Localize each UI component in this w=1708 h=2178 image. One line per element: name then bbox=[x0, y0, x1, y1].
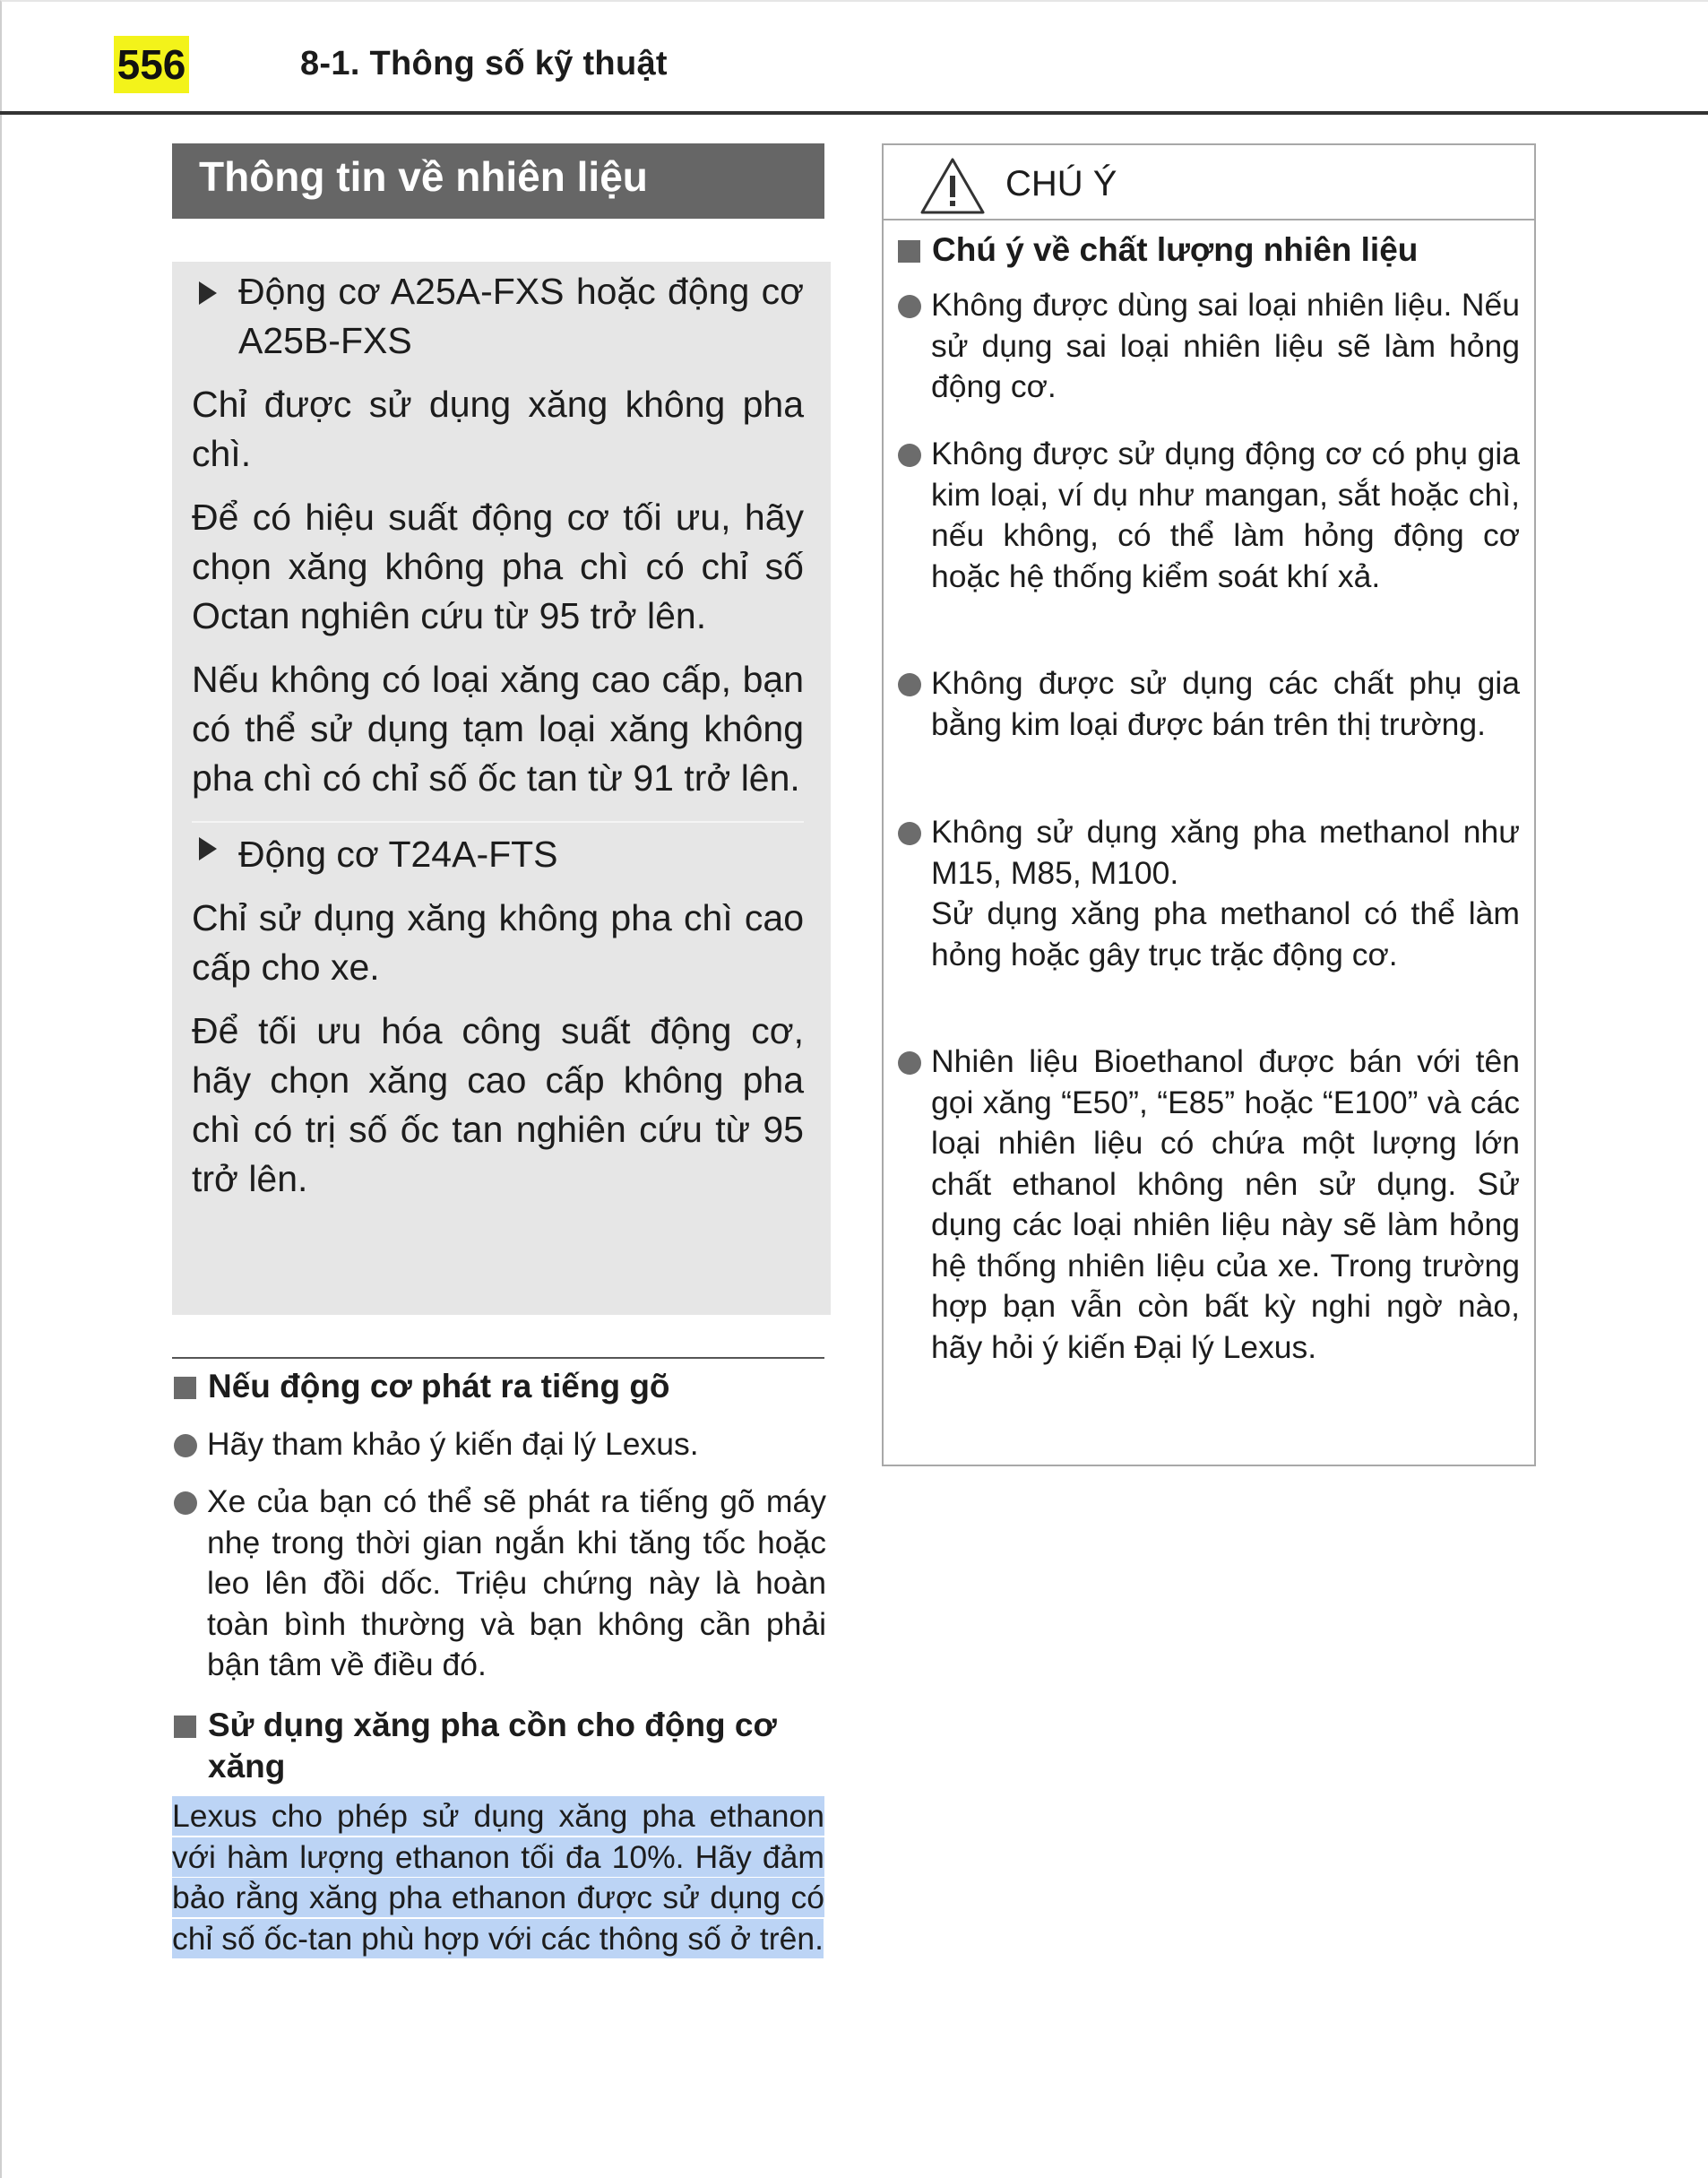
paragraph: Để có hiệu suất động cơ tối ưu, hãy chọn xăng không pha chì có chỉ số Octan nghiên cứu từ 95 trở lên. bbox=[192, 497, 804, 636]
section-title: Thông tin về nhiên liệu bbox=[172, 143, 824, 219]
engine-heading-a25 bbox=[192, 267, 804, 366]
page-header bbox=[0, 0, 1708, 115]
engine-heading-text: Động cơ T24A-FTS bbox=[238, 834, 558, 875]
circle-bullet-icon bbox=[898, 673, 921, 696]
chapter-title: 8-1. Thông số kỹ thuật bbox=[300, 45, 668, 82]
paragraph: Chỉ được sử dụng xăng không pha chì. bbox=[192, 384, 804, 474]
list-item bbox=[896, 1041, 1520, 1368]
list-item-text: Xe của bạn có thể sẽ phát ra tiếng gõ máy nhẹ trong thời gian ngắn khi tăng tốc hoặc leo lên đồi dốc. Triệu chứng này là hoàn toàn bình thường và bạn không cần phải bận tâm về điều đó. bbox=[207, 1483, 826, 1682]
fuel-spec-box bbox=[172, 262, 831, 1315]
list-item-text: Không được sử dụng các chất phụ gia bằng kim loại được bán trên thị trường. bbox=[931, 665, 1520, 742]
triangle-bullet-icon bbox=[199, 837, 217, 860]
heading-text: Chú ý về chất lượng nhiên liệu bbox=[932, 231, 1419, 268]
circle-bullet-icon bbox=[898, 444, 921, 467]
knock-heading bbox=[172, 1366, 831, 1407]
list-item-text: Không được dùng sai loại nhiên liệu. Nếu sử dụng sai loại nhiên liệu sẽ làm hỏng động cơ. bbox=[931, 287, 1520, 404]
section-divider bbox=[172, 1357, 824, 1359]
circle-bullet-icon bbox=[174, 1434, 197, 1457]
caution-header bbox=[884, 145, 1534, 220]
list-item bbox=[172, 1482, 826, 1686]
circle-bullet-icon bbox=[898, 822, 921, 845]
paragraph: Nếu không có loại xăng cao cấp, bạn có thể sử dụng tạm loại xăng không pha chì có chỉ số ốc tan từ 91 trở lên. bbox=[192, 659, 804, 799]
caution-box bbox=[882, 143, 1536, 1466]
engine-heading-text: Động cơ A25A-FXS hoặc động cơ A25B-FXS bbox=[238, 271, 804, 361]
list-item-text: Nhiên liệu Bioethanol được bán với tên gọi xăng “E50”, “E85” hoặc “E100” và các loại nhiên liệu có chứa một lượng lớn chất ethanol không nên sử dụng. Sử dụng các loại nhiên liệu này sẽ làm hỏng hệ thống nhiên liệu của xe. Trong trường hợp bạn vẫn còn bất kỳ nghi ngờ nào, hãy hỏi ý kiến Đại lý Lexus. bbox=[931, 1043, 1520, 1365]
square-bullet-icon bbox=[174, 1716, 196, 1738]
paragraph: Để tối ưu hóa công suất động cơ, hãy chọn xăng cao cấp không pha chì có trị số ốc tan nghiên cứu từ 95 trở lên. bbox=[192, 1010, 804, 1199]
list-item bbox=[896, 434, 1520, 597]
caution-heading bbox=[896, 229, 1523, 271]
square-bullet-icon bbox=[898, 240, 920, 263]
selected-text[interactable]: Lexus cho phép sử dụng xăng pha ethanon với hàm lượng ethanon tối đa 10%. Hãy đảm bảo rằng xăng pha ethanon được sử dụng có chỉ số ốc-tan phù hợp với các thông số ở trên. bbox=[172, 1798, 824, 1957]
triangle-bullet-icon bbox=[199, 281, 217, 305]
list-item-text: Không được sử dụng động cơ có phụ gia kim loại, ví dụ như mangan, sắt hoặc chì, nếu không, có thể làm hỏng động cơ hoặc hệ thống kiểm soát khí xả. bbox=[931, 436, 1520, 594]
circle-bullet-icon bbox=[174, 1491, 197, 1515]
list-item-text: Không sử dụng xăng pha methanol như M15, M85, M100. bbox=[931, 814, 1520, 891]
page-number: 556 bbox=[114, 36, 189, 93]
caution-title: CHÚ Ý bbox=[1005, 164, 1117, 203]
paragraph: Chỉ sử dụng xăng không pha chì cao cấp cho xe. bbox=[192, 897, 804, 988]
ethanol-heading bbox=[172, 1705, 831, 1787]
list-item bbox=[896, 812, 1520, 975]
list-item-text: Hãy tham khảo ý kiến đại lý Lexus. bbox=[207, 1426, 699, 1462]
methanol-note-text: Sử dụng xăng pha methanol có thể làm hỏng hoặc gây trục trặc động cơ. bbox=[931, 895, 1520, 972]
circle-bullet-icon bbox=[898, 295, 921, 318]
heading-text: Nếu động cơ phát ra tiếng gõ bbox=[208, 1368, 670, 1404]
circle-bullet-icon bbox=[898, 1051, 921, 1075]
list-item bbox=[896, 663, 1520, 745]
square-bullet-icon bbox=[174, 1377, 196, 1399]
list-item bbox=[172, 1424, 826, 1465]
selected-paragraph[interactable] bbox=[172, 1796, 824, 1959]
warning-triangle-icon bbox=[919, 156, 986, 215]
engine-heading-t24 bbox=[192, 821, 804, 879]
list-item bbox=[896, 285, 1520, 408]
heading-text: Sử dụng xăng pha cồn cho động cơ xăng bbox=[208, 1707, 777, 1785]
